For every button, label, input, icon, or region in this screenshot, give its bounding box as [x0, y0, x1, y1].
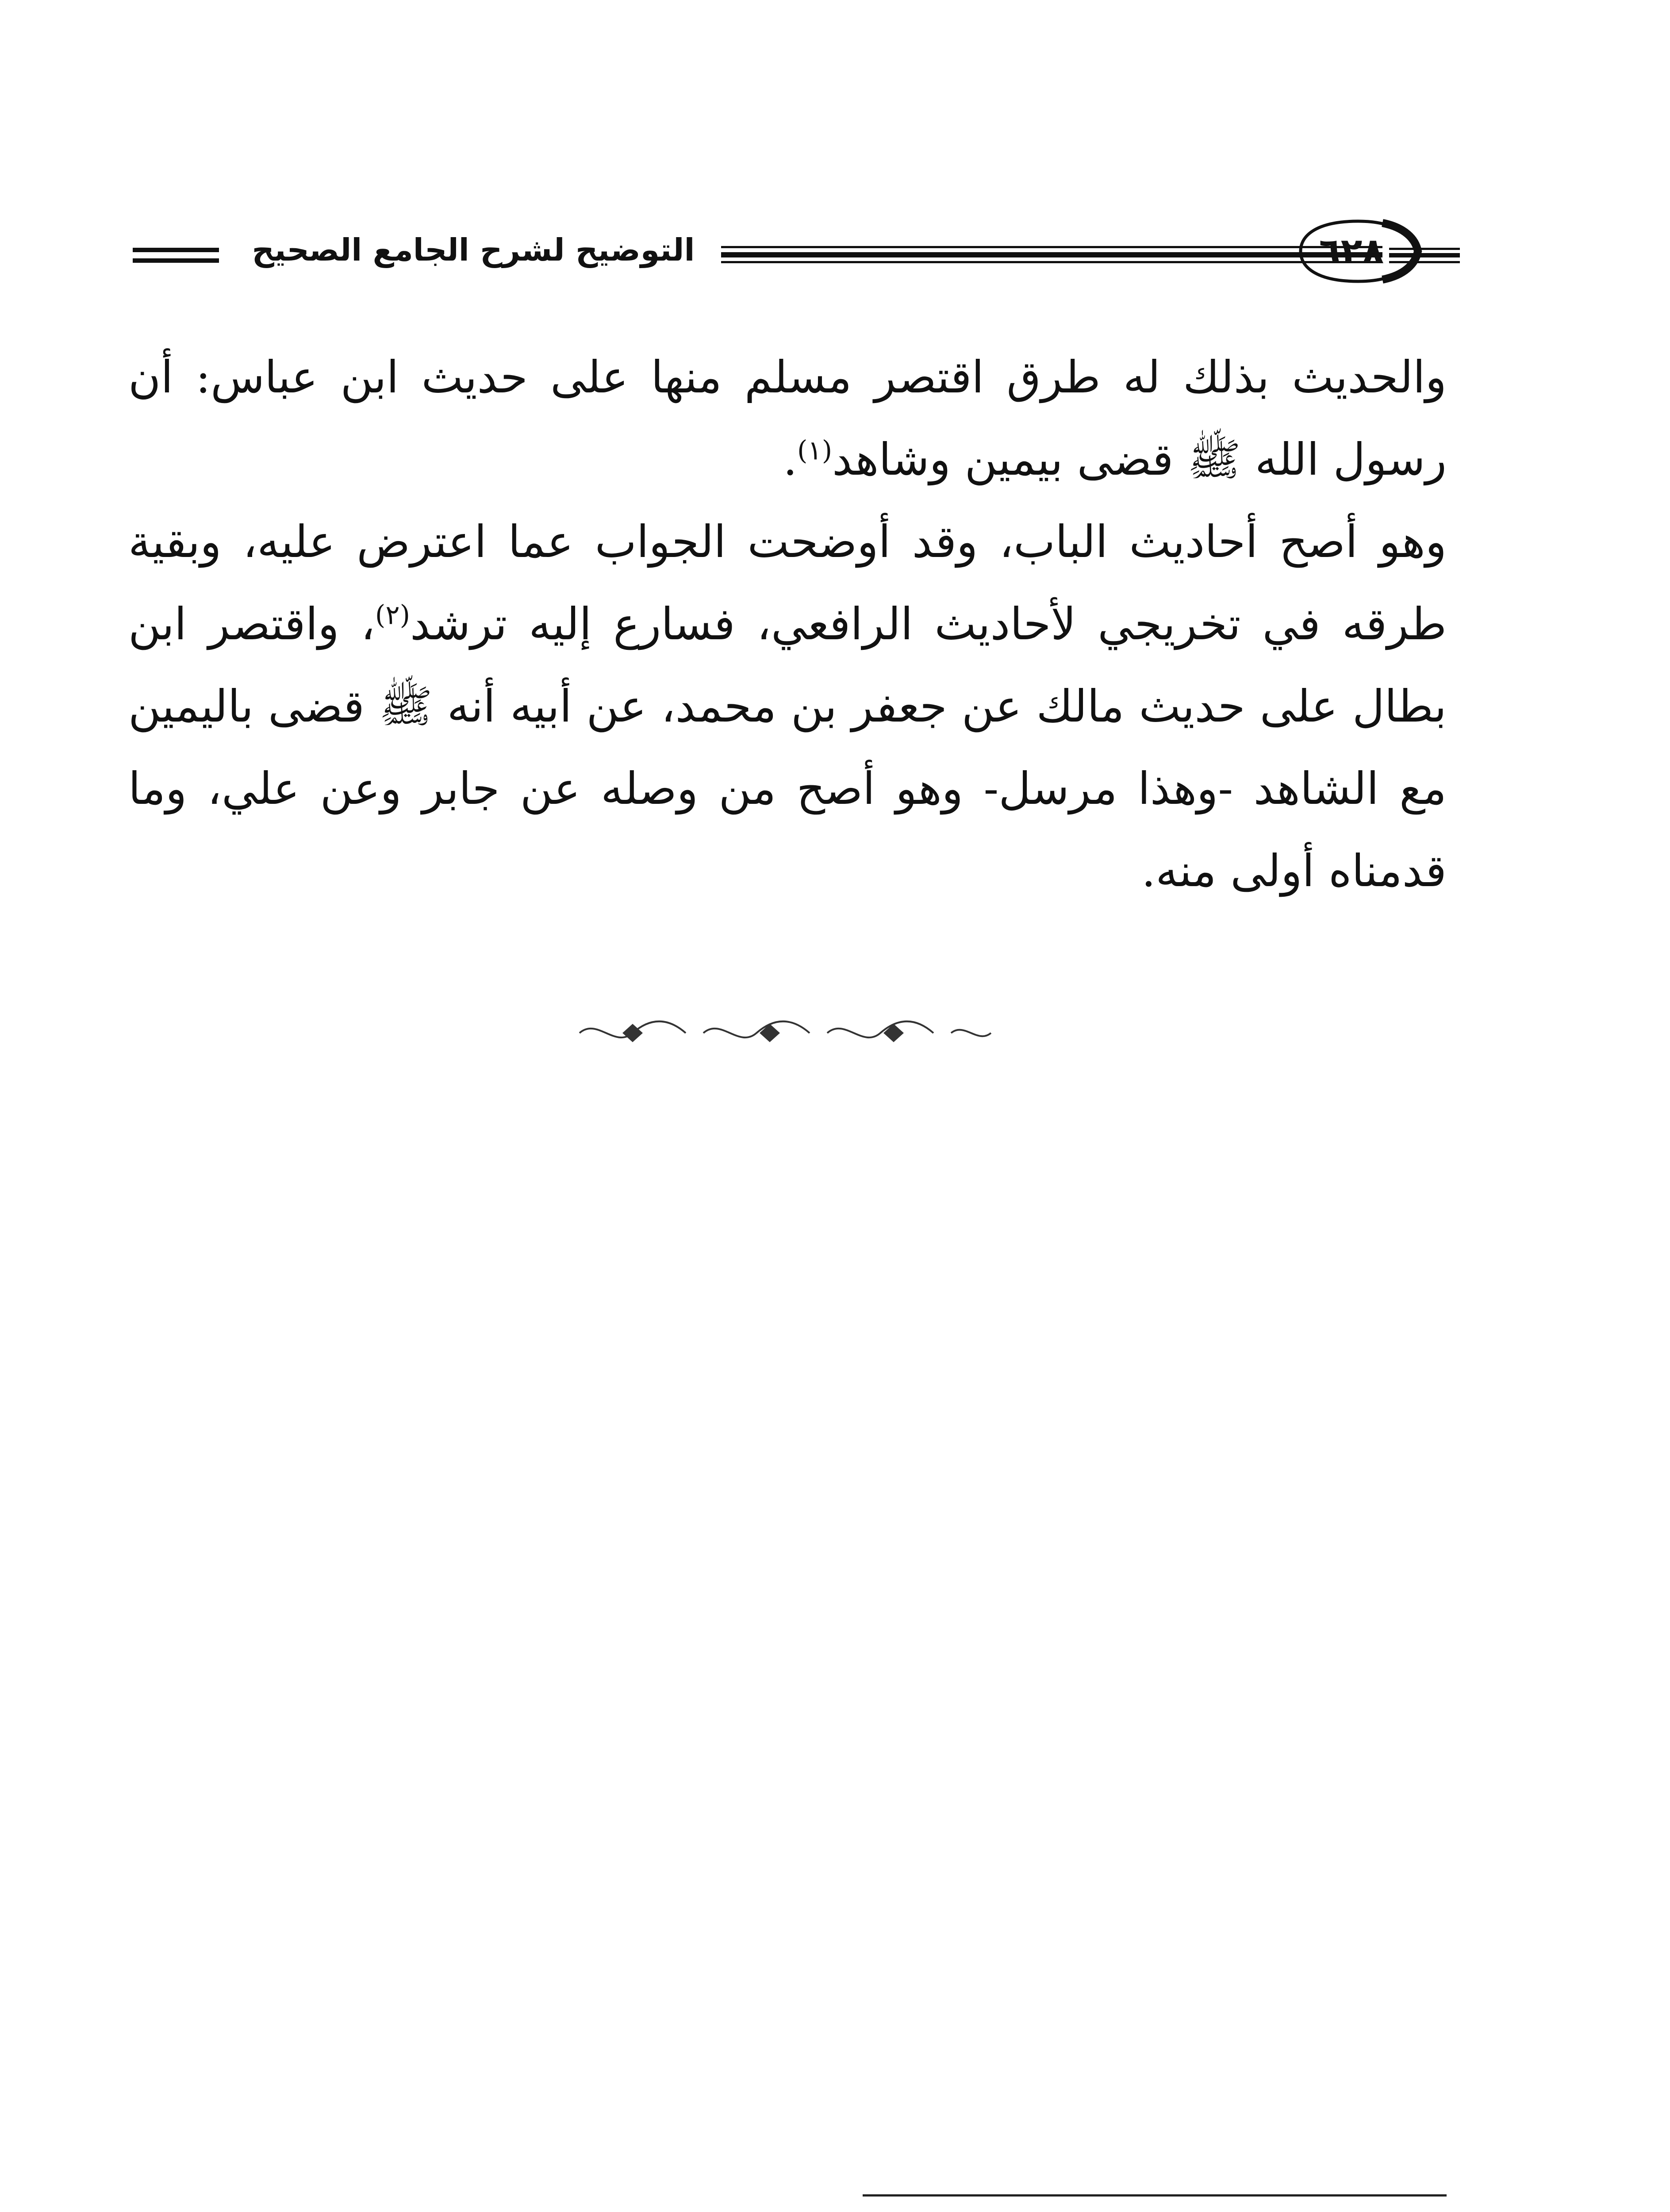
header-rule: [721, 246, 1382, 248]
header-rule: [721, 261, 1382, 263]
footnote-ref[interactable]: (٢): [375, 599, 410, 631]
header-rule: [721, 252, 1382, 257]
header-rule: [133, 248, 219, 252]
section-divider-ornament-icon: [571, 1013, 1000, 1053]
running-title: التوضيح لشرح الجامع الصحيح: [252, 232, 695, 268]
paragraph: [128, 501, 1447, 912]
header-rule: [133, 258, 219, 263]
page-number: ٦٢٨: [1319, 230, 1384, 272]
text-run: والحديث بذلك له طرق اقتصر مسلم منها على حديث ابن عباس: أن رسول الله ﷺ قضى بيمين وشاهد: [128, 351, 1447, 485]
paragraph: [128, 336, 1447, 501]
text-run: وهو أصح أحاديث الباب، وقد أوضحت الجواب عما اعترض عليه، وبقية طرقه في تخريجي لأحاديث الرافعي، فسارع إليه ترشد: [128, 516, 1447, 650]
page-header: [133, 212, 1460, 301]
header-rule: [1389, 261, 1460, 263]
text-run: ، واقتصر ابن بطال على حديث مالك عن جعفر بن محمد، عن أبيه أنه ﷺ قضى باليمين مع الشاهد -وهذا مرسل- وهو أصح من وصله عن جابر وعن علي، وما قدمناه أولى منه.: [128, 598, 1447, 897]
text-run: .: [783, 434, 798, 485]
header-rule: [1389, 248, 1460, 250]
main-text: [128, 336, 1447, 912]
header-rule: [1389, 253, 1460, 257]
footnote-ref[interactable]: (١): [797, 435, 833, 466]
footnote-separator: [863, 2194, 1447, 2197]
